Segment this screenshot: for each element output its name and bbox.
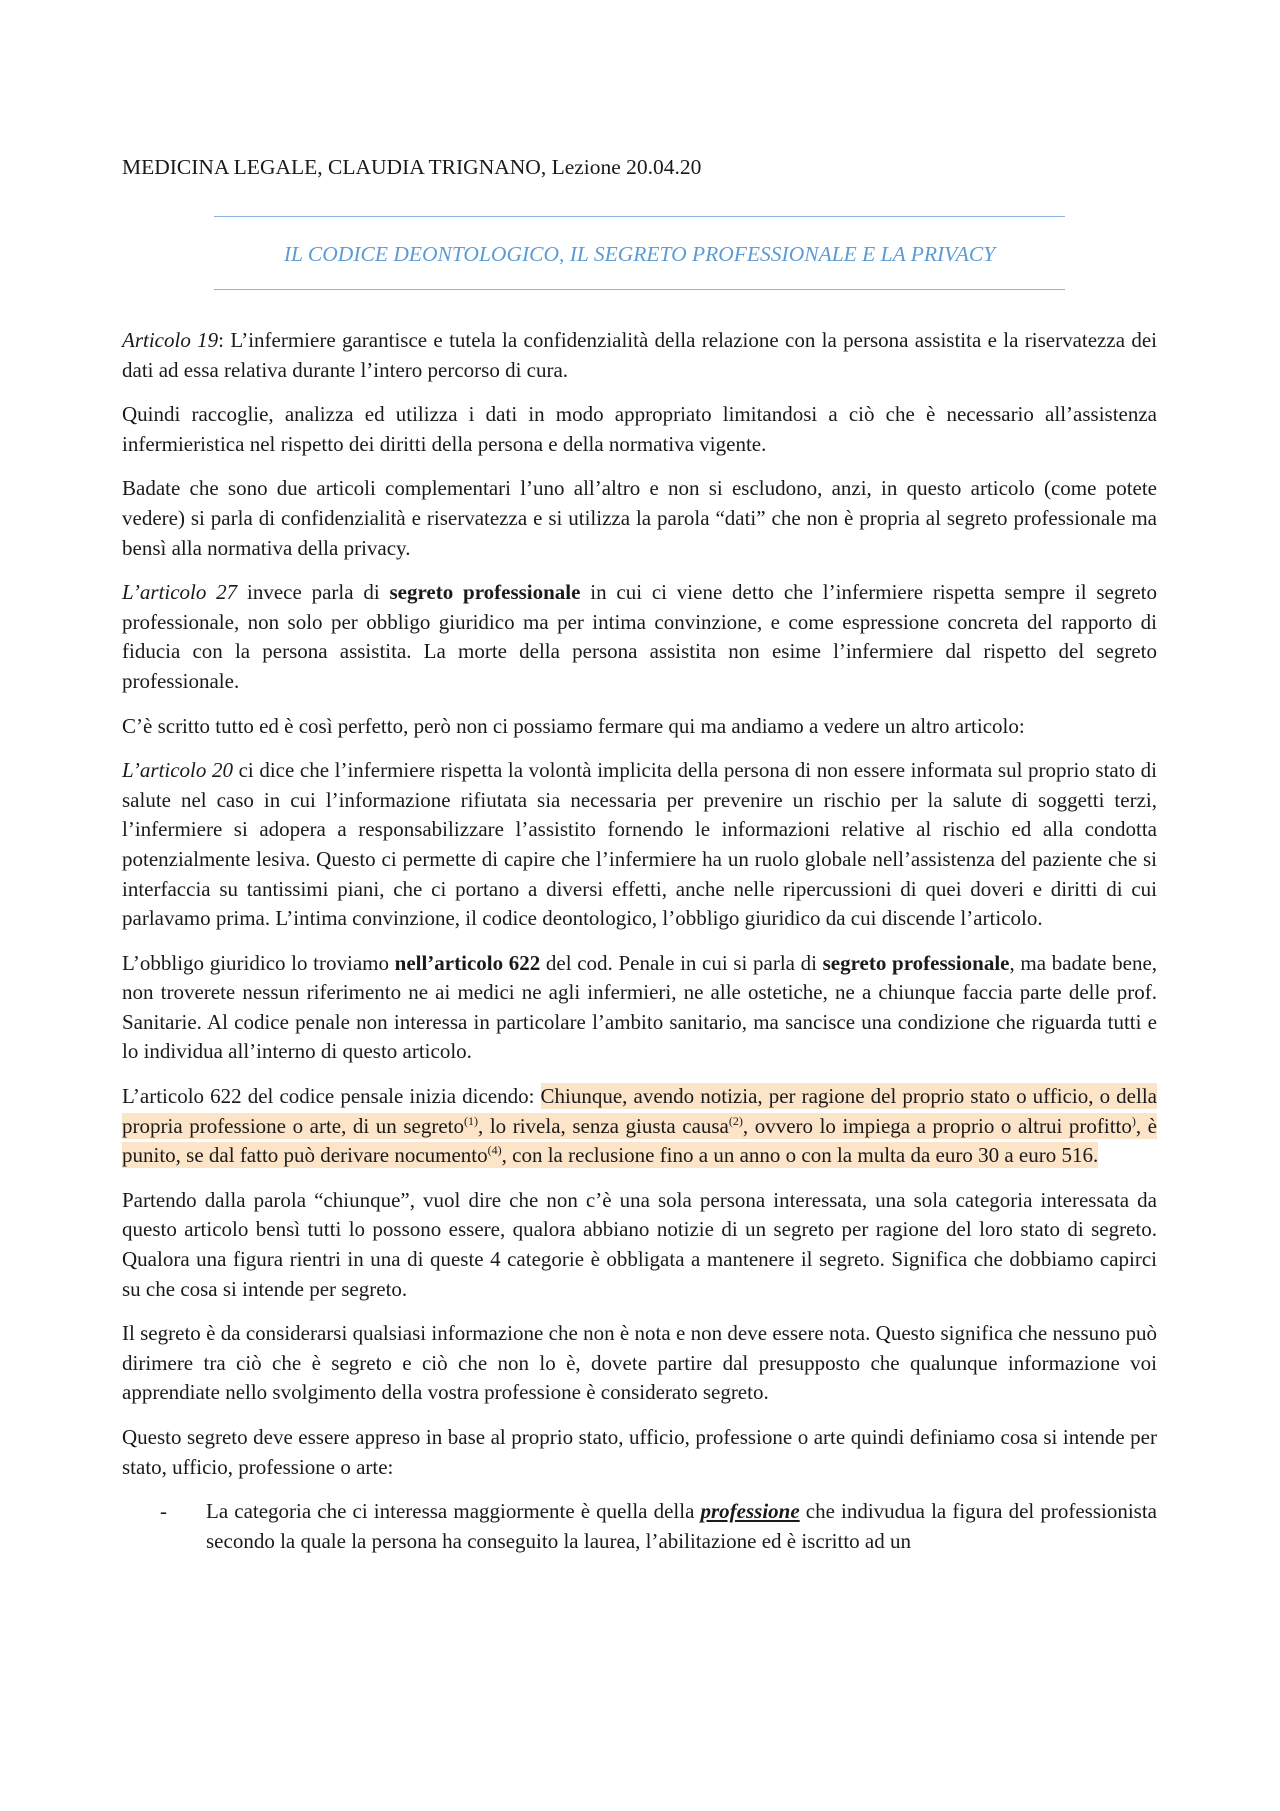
- bold-term: segreto professionale: [389, 580, 581, 605]
- paragraph: Il segreto è da considerarsi qualsiasi informazione che non è nota e non deve essere nota. Questo significa che nessuno può dirimere tra ciò che è segreto e ciò che non lo è, dovete partire dal presupposto che qualunque informazione voi apprendiate nello svolgimento della vostra professione è considerato segreto.: [122, 1321, 1157, 1405]
- footnote-ref: ): [1131, 1113, 1136, 1128]
- footnote-ref: (2): [728, 1113, 743, 1128]
- paragraph-articolo-19: [122, 326, 1157, 385]
- footnote-ref: (4): [487, 1143, 502, 1158]
- paragraph-articolo-27: L’articolo 27 invece parla di segreto professionale in cui ci viene detto che l’infermiere rispetta sempre il segreto professionale, non solo per obbligo giuridico ma per intima convinzione, e come espressione concreta del rapporto di fiducia con la persona assistita. La morte della persona assistita non esime l’infermiere dal rispetto del segreto professionale.: [122, 580, 1157, 693]
- document-header: MEDICINA LEGALE, CLAUDIA TRIGNANO, Lezione 20.04.20: [122, 155, 702, 179]
- emphasized-term: professione: [700, 1499, 800, 1524]
- paragraph: Partendo dalla parola “chiunque”, vuol dire che non c’è una sola persona interessata, una sola categoria interessata da questo articolo bensì tutti lo possono essere, qualora abbiano notizie di un segreto per ragione del loro stato di segreto. Qualora una figura rientri in una di queste 4 categorie è obbligata a mantenere il segreto. Significa che dobbiamo capirci su che cosa si intende per segreto.: [122, 1187, 1157, 1301]
- title-block: [214, 216, 1065, 290]
- paragraph-obbligo-giuridico: L’obbligo giuridico lo troviamo nell’articolo 622 del cod. Penale in cui si parla di segreto professionale, ma badate bene, non troverete nessun riferimento ne ai medici ne agli infermieri, ne alle ostetiche, ne a chiunque faccia parte delle prof. Sanitarie. Al codice penale non interessa in particolare l’ambito sanitario, ma sancisce una condizione che riguarda tutti e lo individua all’interno di questo articolo.: [122, 950, 1158, 1064]
- article-label: L’articolo 27: [122, 580, 238, 605]
- footnote-ref: (1): [464, 1113, 479, 1128]
- paragraph: Quindi raccoglie, analizza ed utilizza i dati in modo appropriato limitandosi a ciò che è necessario all’assistenza infermieristica nel rispetto dei diritti della persona e della normativa vigente.: [122, 402, 1157, 456]
- paragraph: Questo segreto deve essere appreso in base al proprio stato, ufficio, professione o arte quindi definiamo cosa si intende per stato, ufficio, professione o arte:: [122, 1425, 1157, 1479]
- bold-term: segreto professionale: [822, 950, 1010, 975]
- bullet-dash: -: [160, 1499, 167, 1524]
- paragraph: C’è scritto tutto ed è così perfetto, però non ci possiamo fermare qui ma andiamo a vedere un altro articolo:: [122, 713, 1025, 738]
- list-item-text: La categoria che ci interessa maggiormente è quella della professione che indivudua la figura del professionista secondo la quale la persona ha conseguito la laurea, l’abilitazione ed è iscritto ad un: [206, 1499, 1157, 1553]
- document-title: IL CODICE DEONTOLOGICO, IL SEGRETO PROFESSIONALE E LA PRIVACY: [283, 242, 996, 266]
- list-item: [122, 1497, 1157, 1556]
- highlighted-quote: Chiunque, avendo notizia, per ragione del proprio stato o ufficio, o della propria professione o arte, di un segreto$^{(1)}$, lo rivela, senza giusta causa$^{(2)}$, ovvero lo impiega a proprio o altrui profitto), è punito, se dal fatto può derivare nocumento$^{(4)}$, con la reclusione fino a un anno o con la multa da euro 30 a euro 516.: [122, 1084, 1157, 1168]
- paragraph-articolo-622: L’articolo 622 del codice pensale inizia dicendo: Chiunque, avendo notizia, per ragione del proprio stato o ufficio, o della propria professione o arte, di un segreto$^{(1)}$, lo rivela, senza giusta causa$^{(2)}$, ovvero lo impiega a proprio o altrui profitto), è punito, se dal fatto può derivare nocumento$^{(4)}$, con la reclusione fino a un anno o con la multa da euro 30 a euro 516.: [122, 1084, 1157, 1168]
- article-label: Articolo 19: [122, 328, 219, 352]
- paragraph-text: : L’infermiere garantisce e tutela la confidenzialità della relazione con la persona assistita e la riservatezza dei dati ad essa relativa durante l’intero percorso di cura.: [122, 328, 1157, 382]
- bold-term: nell’articolo 622: [394, 950, 541, 975]
- document-body: [122, 326, 1157, 1556]
- paragraph-articolo-20: L’articolo 20 ci dice che l’infermiere rispetta la volontà implicita della persona di non essere informata sul proprio stato di salute nel caso in cui l’informazione rifiutata sia necessaria per prevenire un rischio per la salute di soggetti terzi, l’infermiere si adopera a responsabilizzare l’assistito fornendo le informazioni relative al rischio ed alla condotta potenzialmente lesiva. Questo ci permette di capire che l’infermiere ha un ruolo globale nell’assistenza del paziente che si interfaccia su tantissimi piani, che ci portano a diversi effetti, anche nelle ripercussioni di quei doveri e diritti di cui parlavamo prima. L’intima convinzione, il codice deontologico, l’obbligo giuridico da cui discende l’articolo.: [122, 758, 1158, 931]
- article-label: L’articolo 20: [122, 758, 233, 783]
- paragraph: Badate che sono due articoli complementari l’uno all’altro e non si escludono, anzi, in questo articolo (come potete vedere) si parla di confidenzialità e riservatezza e si utilizza la parola “dati” che non è propria al segreto professionale ma bensì alla normativa della privacy.: [122, 476, 1157, 560]
